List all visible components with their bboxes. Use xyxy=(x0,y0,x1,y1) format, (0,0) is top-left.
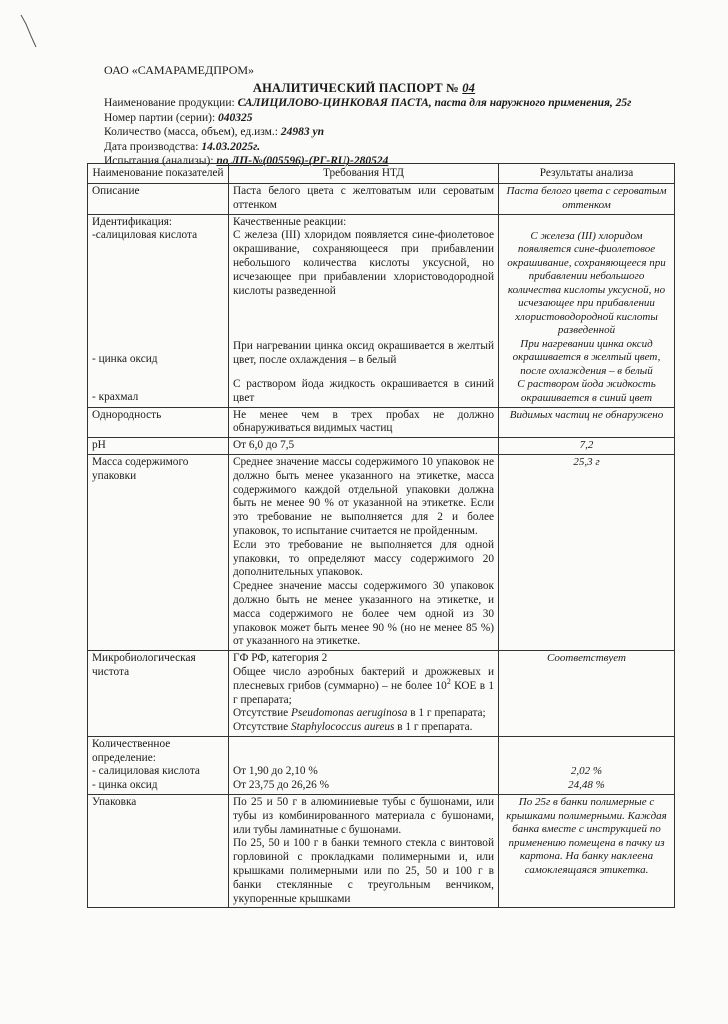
table-row xyxy=(88,795,675,908)
row-result: Паста белого цвета с сероватым оттенком xyxy=(499,184,675,215)
row-result: 7,2 xyxy=(499,438,675,455)
header-results: Результаты анализа xyxy=(499,164,675,184)
meta-quantity: Количество (масса, объем), ед.изм.: 24983 уп xyxy=(104,126,324,138)
row-name: Масса содержимого упаковки xyxy=(88,454,229,650)
passport-number: 04 xyxy=(462,81,476,95)
header-requirements: Требования НТД xyxy=(229,164,499,184)
analysis-table xyxy=(87,163,675,908)
table-row xyxy=(88,736,675,794)
table-row xyxy=(88,438,675,455)
table-row xyxy=(88,184,675,215)
table-row xyxy=(88,651,675,737)
header-indicator: Наименование показателей xyxy=(88,164,229,184)
row-requirement: По 25 и 50 г в алюминиевые тубы с бушонами, или тубы из комбинированного материала с бушонами, или тубы ламинатные с бушонами. По 25, 50 и 100 г в банки темного стекла с винтовой горловиной с прокладками полимерными и, или крышками полимерными или по 25, 50 и 100 г в банки стеклянные с треугольным венчиком, укупоренные крышками xyxy=(229,795,499,908)
table-row xyxy=(88,214,675,407)
row-name: Микробиологическая чистота xyxy=(88,651,229,737)
row-requirement: ГФ РФ, категория 2 Общее число аэробных бактерий и дрожжевых и плесневых грибов (суммарно) – не более $10^2$ КОЕ в 1 г препарата; Отсутствие Pseudomonas aeruginosa в 1 г препарата; Отсутствие Staphylococcus aureus в 1 г препарата. xyxy=(229,651,499,737)
row-requirement: Качественные реакции: С железа (III) хлоридом появляется сине-фиолетовое окрашивание, сохраняющееся при прибавлении небольшого количества кислоты уксусной, но исчезающее при прибавлении хлористоводородной кислоты разведенной При нагревании цинка оксид окрашивается в желтый цвет, после охлаждения – в белый С раствором йода жидкость окрашивается в синий цвет xyxy=(229,214,499,407)
row-requirement: Паста белого цвета с желтоватым или сероватым оттенком xyxy=(229,184,499,215)
document-title xyxy=(0,81,728,96)
row-name: Упаковка xyxy=(88,795,229,908)
title-prefix: АНАЛИТИЧЕСКИЙ ПАСПОРТ № xyxy=(252,81,459,95)
row-requirement: От 6,0 до 7,5 xyxy=(229,438,499,455)
row-requirement: Не менее чем в трех пробах не должно обнаруживаться видимых частиц xyxy=(229,407,499,438)
meta-production-date: Дата производства: 14.03.2025г. xyxy=(104,140,261,153)
meta-batch-number: Номер партии (серии): 040325 xyxy=(104,111,253,124)
row-name: Идентификация: -салициловая кислота - цинка оксид - крахмал xyxy=(88,214,229,407)
table-header-row xyxy=(88,164,675,184)
row-result: 2,02 % 24,48 % xyxy=(499,736,675,794)
row-name: Однородность xyxy=(88,407,229,438)
meta-tests: Испытания (анализы): по ЛП-№(005596)-(РГ-RU)-280524 xyxy=(104,155,389,167)
product-meta xyxy=(104,96,631,169)
table-row xyxy=(88,407,675,438)
row-requirement: Среднее значение массы содержимого 10 упаковок не должно быть менее указанного на этикетке, масса содержимого каждой отдельной упаковки должна быть не менее 90 % от указанной на этикетке. Если это требование не выполняется для 2 и более упаковок, то испытание считается не пройденным. Если это требование не выполняется для одной упаковки, то определяют массу содержимого 20 дополнительных упаковок. Среднее значение массы содержимого 30 упаковок должно быть не менее указанного на этикетке, и масса содержимого не более чем одной из 30 упаковок может быть менее 90 % (но не менее 85 %) от указанного на этикетке. xyxy=(229,454,499,650)
scan-mark-icon xyxy=(20,14,38,48)
row-result: С железа (III) хлоридом появляется сине-фиолетовое окрашивание, сохраняющееся при прибавлении небольшого количества кислоты уксусной, но исчезающее при прибавлении хлористоводородной кислоты разведенной При нагревании цинка оксид окрашивается в желтый цвет, после охлаждения – в белый С раствором йода жидкость окрашивается в синий цвет xyxy=(499,214,675,407)
row-name: Описание xyxy=(88,184,229,215)
meta-product-name: Наименование продукции: САЛИЦИЛОВО-ЦИНКОВАЯ ПАСТА, паста для наружного применения, 25г xyxy=(104,97,632,109)
row-name: pH xyxy=(88,438,229,455)
row-result: Видимых частиц не обнаружено xyxy=(499,407,675,438)
row-result: По 25г в банки полимерные с крышками полимерными. Каждая банка вместе с инструкцией по применению помещена в пачку из картона. На банку наклеена самоклеящаяся этикетка. xyxy=(499,795,675,908)
table-row xyxy=(88,454,675,650)
organization-name: ОАО «САМАРАМЕДПРОМ» xyxy=(104,63,255,77)
row-name: Количественное определение: - салициловая кислота - цинка оксид xyxy=(88,736,229,794)
row-result: Соответствует xyxy=(499,651,675,737)
row-result: 25,3 г xyxy=(499,454,675,650)
row-requirement: От 1,90 до 2,10 % От 23,75 до 26,26 % xyxy=(229,736,499,794)
